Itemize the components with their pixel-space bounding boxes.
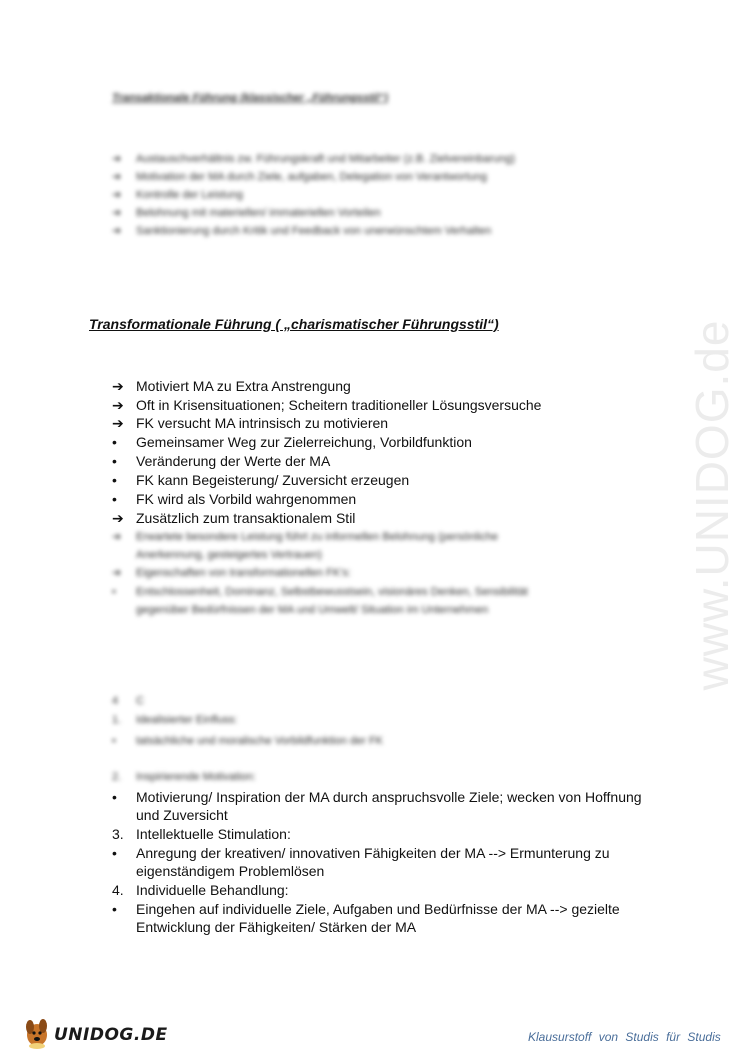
- section-2-item: ➔ Oft in Krisensituationen; Scheitern traditioneller Lösungsversuche: [112, 397, 542, 413]
- section-3-item-continuation: und Zuversicht: [136, 807, 228, 823]
- logo-text: UNIDOG.DE: [54, 1025, 168, 1045]
- section-2-item: ➔ Zusätzlich zum transaktionalem Stil: [112, 510, 356, 526]
- section-2-item: ➔ Motiviert MA zu Extra Anstrengung: [112, 378, 351, 394]
- section-3-item: • Motivierung/ Inspiration der MA durch anspruchsvolle Ziele; wecken von Hoffnung: [112, 789, 642, 805]
- section-1-item: ➔ Belohnung mit materiellen/ immateriellen Vorteilen: [112, 207, 381, 219]
- section-2-item: • FK kann Begeisterung/ Zuversicht erzeugen: [112, 472, 410, 488]
- section-2-item: • Veränderung der Werte der MA: [112, 453, 331, 469]
- section-3-blurred-item: 4 C: [112, 695, 144, 707]
- section-3-item: • Anregung der kreativen/ innovativen Fähigkeiten der MA --> Ermunterung zu: [112, 845, 610, 861]
- section-3-item: 3. Intellektuelle Stimulation:: [112, 826, 291, 842]
- section-2-item: • FK wird als Vorbild wahrgenommen: [112, 491, 357, 507]
- section-2-blurred-item: ➔ Eigenschaften von transformationellen FK's:: [112, 567, 351, 579]
- section-1-item: ➔ Sanktionierung durch Kritik und Feedback von unerwünschtem Verhalten: [112, 225, 492, 237]
- section-2-blurred-item: ➔ Erwartete besondere Leistung führt zu informellen Belohnung (persönliche: [112, 531, 498, 543]
- section-2-item: ➔ FK versucht MA intrinsisch zu motivieren: [112, 415, 389, 431]
- section-1-item: ➔ Kontrolle der Leistung: [112, 189, 244, 201]
- section-1-item: ➔ Motivation der MA durch Ziele, aufgaben, Delegation von Verantwortung: [112, 171, 487, 183]
- section-1-item: ➔ Austauschverhältnis zw. Führungskraft und Mitarbeiter (z.B. Zielvereinbarung): [112, 153, 516, 165]
- section-3-blurred-item: • tatsächliche und moralische Vorbildfunktion der FK: [112, 735, 384, 747]
- section-2-blurred-item: • Entschlossenheit, Dominanz, Selbstbewusstsein, visionäres Denken, Sensibilität: [112, 586, 528, 598]
- section-3-item-continuation: Entwicklung der Fähigkeiten/ Stärken der MA: [136, 919, 417, 935]
- section-3-blurred-item: 2. Inspirierende Motivation:: [112, 771, 256, 783]
- section-3-item: • Eingehen auf individuelle Ziele, Aufgaben und Bedürfnisse der MA --> gezielte: [112, 901, 620, 917]
- footer-tagline: Klausurstoff von Studis für Studis: [528, 1030, 721, 1044]
- section-3-item-continuation: eigenständigem Problemlösen: [136, 863, 325, 879]
- section-2-heading: Transformationale Führung ( „charismatischer Führungsstil“): [89, 316, 499, 332]
- unidog-logo: [22, 1015, 168, 1051]
- section-3-blurred-item: 1. Idealisierter Einfluss:: [112, 714, 238, 726]
- section-2-item: • Gemeinsamer Weg zur Zielerreichung, Vorbildfunktion: [112, 434, 472, 450]
- section-1-heading: Transaktionale Führung (klassischer „Führungsstil“): [112, 92, 389, 104]
- section-2-blurred-item-continuation: gegenüber Bedürfnissen der MA und Umwelt/ Situation im Unternehmen: [136, 604, 489, 616]
- section-3-item: 4. Individuelle Behandlung:: [112, 882, 289, 898]
- watermark-text: www.UNIDOG.de: [686, 319, 738, 691]
- section-2-blurred-item-continuation: Anerkennung, gesteigertes Vertrauen): [136, 549, 322, 561]
